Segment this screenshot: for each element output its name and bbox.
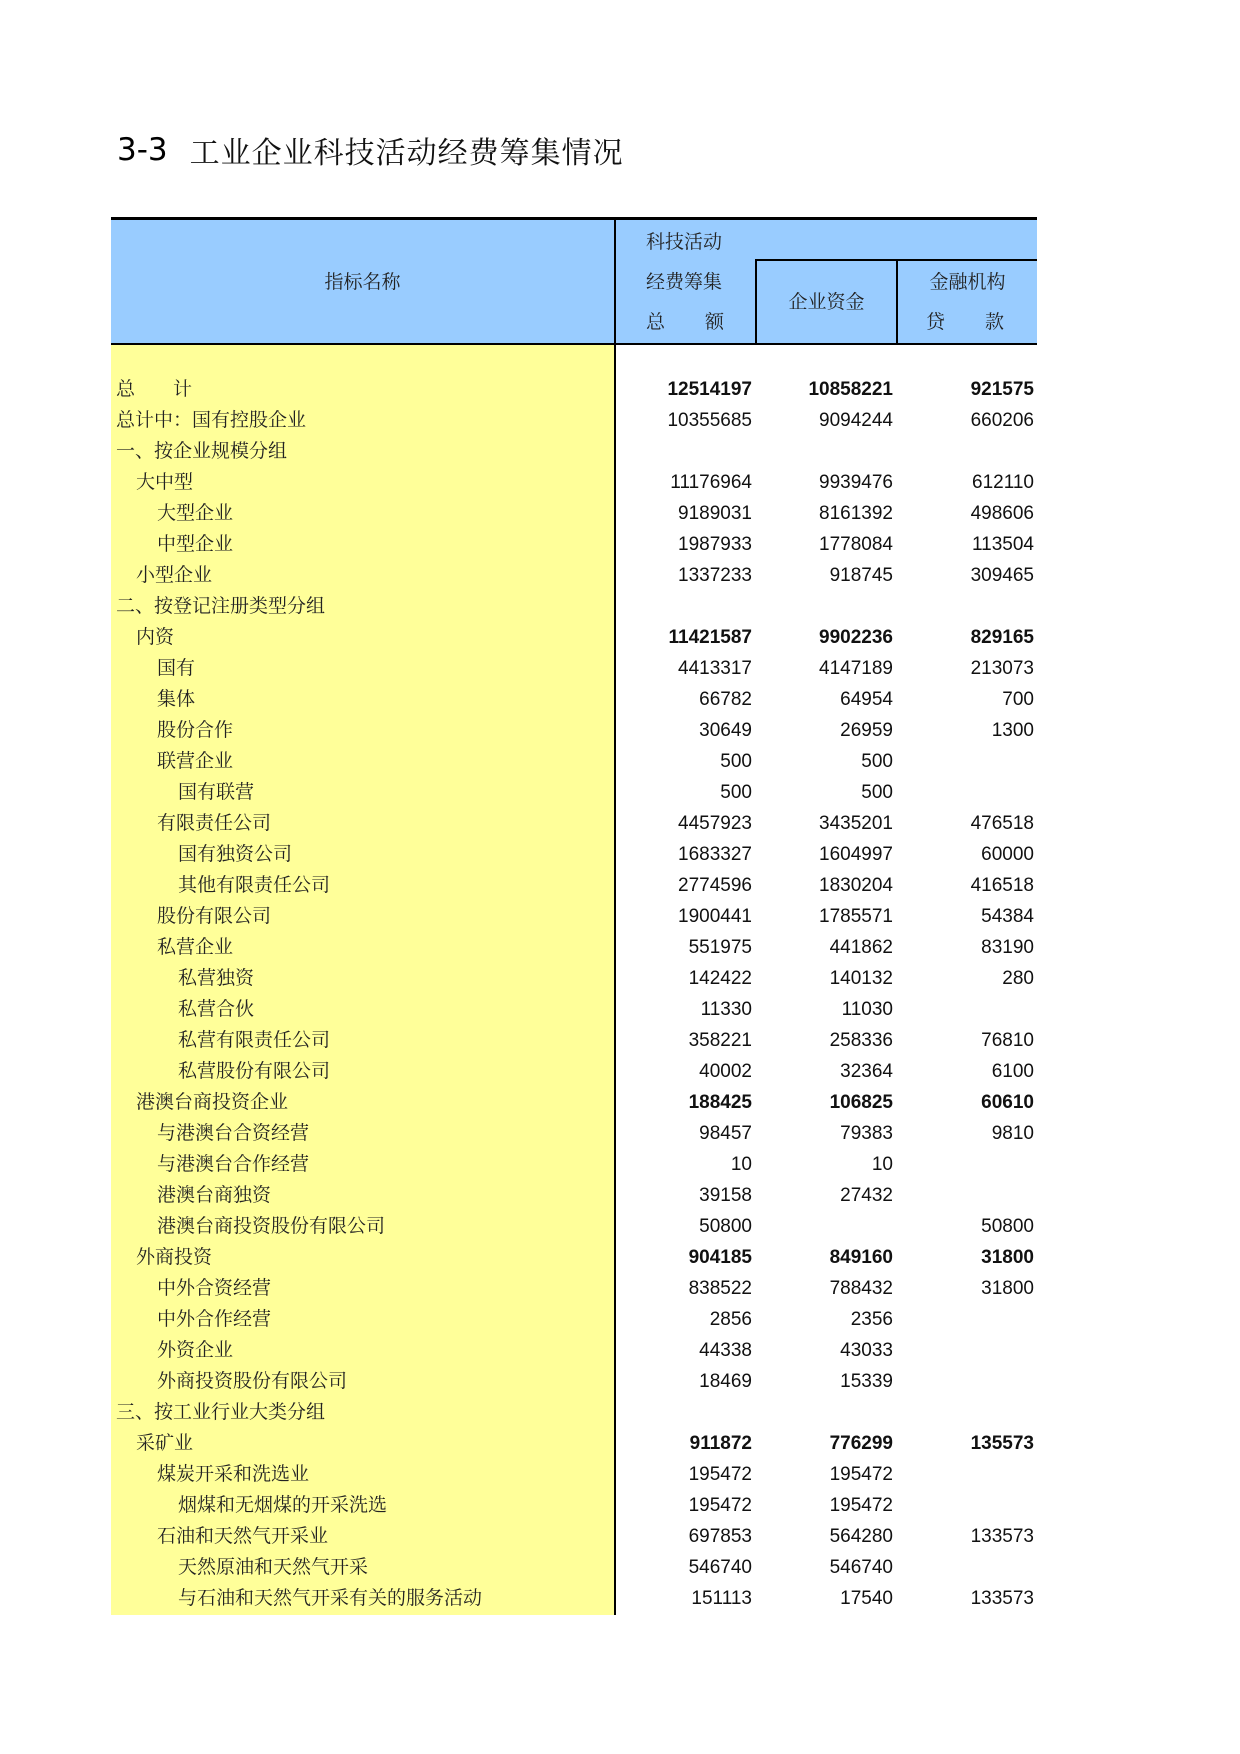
table-row — [111, 963, 1037, 994]
table-row — [111, 467, 1037, 498]
cell-enterprise-funds: 10858221 — [808, 379, 893, 400]
table-row — [111, 870, 1037, 901]
header-total-line1: 科技活动 — [646, 231, 723, 253]
cell-bank-loan: 660206 — [970, 410, 1034, 431]
cell-enterprise-funds: 43033 — [840, 1340, 893, 1361]
cell-enterprise-funds: 9939476 — [819, 472, 893, 493]
cell-total — [622, 436, 752, 467]
table-row — [111, 1552, 1037, 1583]
table-row — [111, 1211, 1037, 1242]
cell-bank-loan: 113504 — [972, 534, 1034, 555]
table-row — [111, 374, 1037, 405]
table-row — [111, 622, 1037, 653]
cell-total: 12514197 — [667, 379, 752, 400]
table-row — [111, 1149, 1037, 1180]
table-row — [111, 1428, 1037, 1459]
cell-total: 911872 — [689, 1433, 752, 1454]
cell-total: 546740 — [688, 1557, 752, 1578]
cell-bank-loan: 700 — [1002, 689, 1034, 710]
cell-bank-loan — [904, 1397, 1034, 1428]
cell-bank-loan — [904, 994, 1034, 1025]
row-label: 外资企业 — [157, 1339, 234, 1361]
cell-total: 358221 — [688, 1030, 752, 1051]
table-row — [111, 932, 1037, 963]
cell-bank-loan — [904, 1149, 1034, 1180]
table-row — [111, 1242, 1037, 1273]
table-row — [111, 1087, 1037, 1118]
cell-enterprise-funds: 195472 — [829, 1464, 893, 1485]
cell-enterprise-funds: 776299 — [829, 1433, 893, 1454]
cell-bank-loan: 135573 — [970, 1433, 1034, 1454]
cell-bank-loan — [904, 1335, 1034, 1366]
cell-bank-loan: 921575 — [970, 379, 1034, 400]
cell-bank-loan — [904, 1490, 1034, 1521]
cell-enterprise-funds: 500 — [861, 751, 893, 772]
cell-bank-loan: 612110 — [972, 472, 1034, 493]
cell-bank-loan: 133573 — [970, 1526, 1034, 1547]
cell-enterprise-funds: 500 — [861, 782, 893, 803]
row-label: 私营股份有限公司 — [178, 1060, 331, 1082]
cell-bank-loan — [904, 777, 1034, 808]
cell-bank-loan — [904, 746, 1034, 777]
cell-enterprise-funds: 79383 — [840, 1123, 893, 1144]
cell-enterprise-funds: 140132 — [829, 968, 893, 989]
cell-bank-loan: 476518 — [970, 813, 1034, 834]
row-label: 烟煤和无烟煤的开采洗选 — [178, 1494, 388, 1516]
table-row — [111, 1180, 1037, 1211]
cell-total: 697853 — [688, 1526, 752, 1547]
cell-total: 500 — [720, 751, 752, 772]
table-row — [111, 591, 1037, 622]
table-row — [111, 746, 1037, 777]
cell-enterprise-funds: 15339 — [840, 1371, 893, 1392]
cell-total: 11176964 — [670, 472, 752, 493]
cell-bank-loan: 6100 — [991, 1061, 1034, 1082]
cell-enterprise-funds — [763, 591, 893, 622]
header-bottom-border — [111, 343, 1037, 345]
cell-total: 39158 — [699, 1185, 752, 1206]
row-label: 小型企业 — [136, 564, 213, 586]
row-label: 其他有限责任公司 — [178, 874, 331, 896]
cell-bank-loan: 54384 — [981, 906, 1034, 927]
cell-enterprise-funds: 11030 — [841, 999, 893, 1020]
cell-enterprise-funds: 3435201 — [819, 813, 893, 834]
row-label: 一、按企业规模分组 — [116, 440, 288, 462]
header-loan-line2: 贷 款 — [926, 311, 1005, 333]
table-row — [111, 653, 1037, 684]
cell-enterprise-funds: 546740 — [829, 1557, 893, 1578]
cell-bank-loan: 50800 — [981, 1216, 1034, 1237]
cell-enterprise-funds: 788432 — [829, 1278, 893, 1299]
cell-total: 11421587 — [668, 627, 752, 648]
header-total-line3: 总 额 — [646, 311, 725, 333]
table-row — [111, 1490, 1037, 1521]
row-label: 煤炭开采和洗选业 — [157, 1463, 310, 1485]
cell-bank-loan: 213073 — [970, 658, 1034, 679]
cell-bank-loan: 309465 — [970, 565, 1034, 586]
row-label: 中外合作经营 — [157, 1308, 272, 1330]
cell-bank-loan: 133573 — [970, 1588, 1034, 1609]
cell-total: 904185 — [688, 1247, 752, 1268]
cell-bank-loan: 60610 — [981, 1092, 1034, 1113]
cell-total: 98457 — [699, 1123, 752, 1144]
cell-enterprise-funds: 27432 — [840, 1185, 893, 1206]
cell-total: 4457923 — [678, 813, 752, 834]
row-label: 与石油和天然气开采有关的服务活动 — [178, 1587, 483, 1609]
cell-enterprise-funds: 8161392 — [819, 503, 893, 524]
cell-enterprise-funds: 918745 — [829, 565, 893, 586]
row-label: 大型企业 — [157, 502, 234, 524]
cell-enterprise-funds: 26959 — [840, 720, 893, 741]
cell-total: 2856 — [709, 1309, 752, 1330]
cell-total: 40002 — [699, 1061, 752, 1082]
row-label: 外商投资 — [136, 1246, 213, 1268]
row-label: 三、按工业行业大类分组 — [116, 1401, 326, 1423]
table-row — [111, 1583, 1037, 1614]
cell-total: 10 — [730, 1154, 752, 1175]
row-label: 二、按登记注册类型分组 — [116, 595, 326, 617]
cell-enterprise-funds — [763, 1211, 893, 1242]
table-row — [111, 1304, 1037, 1335]
row-label: 有限责任公司 — [157, 812, 272, 834]
cell-bank-loan: 83190 — [981, 937, 1034, 958]
row-label: 港澳台商投资股份有限公司 — [157, 1215, 386, 1237]
cell-bank-loan — [904, 1304, 1034, 1335]
cell-total: 18469 — [699, 1371, 752, 1392]
page-title — [117, 128, 624, 172]
cell-enterprise-funds: 1778084 — [819, 534, 893, 555]
table-number: 3-3 — [117, 132, 168, 168]
table-row — [111, 1025, 1037, 1056]
table-row — [111, 1366, 1037, 1397]
row-label: 港澳台商投资企业 — [136, 1091, 289, 1113]
cell-total: 4413317 — [678, 658, 752, 679]
row-label: 外商投资股份有限公司 — [157, 1370, 348, 1392]
row-label: 天然原油和天然气开采 — [178, 1556, 369, 1578]
cell-enterprise-funds: 441862 — [829, 937, 893, 958]
row-label: 采矿业 — [136, 1432, 194, 1454]
row-label: 总计中：国有控股企业 — [116, 409, 307, 431]
row-label: 国有联营 — [178, 781, 255, 803]
table-row — [111, 436, 1037, 467]
cell-total: 1337233 — [678, 565, 752, 586]
cell-total: 10355685 — [667, 410, 752, 431]
row-label: 港澳台商独资 — [157, 1184, 272, 1206]
cell-bank-loan — [904, 1459, 1034, 1490]
cell-enterprise-funds: 195472 — [829, 1495, 893, 1516]
cell-total: 142422 — [688, 968, 752, 989]
table-row — [111, 777, 1037, 808]
cell-bank-loan — [904, 1552, 1034, 1583]
row-label: 与港澳台合资经营 — [157, 1122, 310, 1144]
cell-enterprise-funds — [763, 436, 893, 467]
row-label: 内资 — [136, 626, 175, 648]
cell-enterprise-funds: 9902236 — [819, 627, 893, 648]
cell-bank-loan: 76810 — [981, 1030, 1034, 1051]
table-title: 工业企业科技活动经费筹集情况 — [189, 136, 624, 171]
header-enterprise-funds: 企业资金 — [788, 291, 865, 313]
table-row — [111, 901, 1037, 932]
table-row — [111, 994, 1037, 1025]
cell-total — [622, 591, 752, 622]
cell-enterprise-funds: 106825 — [829, 1092, 893, 1113]
row-label: 国有 — [157, 657, 196, 679]
cell-enterprise-funds: 4147189 — [819, 658, 893, 679]
row-label: 大中型 — [136, 471, 194, 493]
header-loan-line1: 金融机构 — [929, 271, 1006, 293]
cell-total: 30649 — [699, 720, 752, 741]
cell-enterprise-funds: 1785571 — [819, 906, 893, 927]
table-row — [111, 808, 1037, 839]
row-label: 国有独资公司 — [178, 843, 293, 865]
row-label: 联营企业 — [157, 750, 234, 772]
table-row — [111, 1273, 1037, 1304]
cell-bank-loan: 31800 — [981, 1247, 1034, 1268]
cell-total — [622, 1397, 752, 1428]
cell-enterprise-funds: 32364 — [840, 1061, 893, 1082]
cell-enterprise-funds: 17540 — [840, 1588, 893, 1609]
table-body — [111, 374, 1037, 1614]
cell-total: 500 — [720, 782, 752, 803]
row-label: 股份有限公司 — [157, 905, 272, 927]
table-row — [111, 560, 1037, 591]
cell-total: 2774596 — [678, 875, 752, 896]
cell-enterprise-funds — [763, 1397, 893, 1428]
cell-total: 9189031 — [678, 503, 752, 524]
cell-total: 195472 — [688, 1495, 752, 1516]
cell-total: 11330 — [700, 999, 752, 1020]
cell-bank-loan: 60000 — [981, 844, 1034, 865]
table-row — [111, 1335, 1037, 1366]
cell-enterprise-funds: 1830204 — [819, 875, 893, 896]
cell-bank-loan: 31800 — [981, 1278, 1034, 1299]
cell-bank-loan — [904, 591, 1034, 622]
row-label: 与港澳台合作经营 — [157, 1153, 310, 1175]
cell-total: 151113 — [691, 1588, 752, 1609]
cell-total: 1987933 — [678, 534, 752, 555]
row-label: 总 计 — [116, 378, 193, 400]
cell-total: 195472 — [688, 1464, 752, 1485]
row-label: 私营合伙 — [178, 998, 255, 1020]
table-top-border — [111, 217, 1037, 220]
cell-bank-loan: 280 — [1002, 968, 1034, 989]
table-row — [111, 1397, 1037, 1428]
cell-bank-loan: 498606 — [970, 503, 1034, 524]
cell-total: 66782 — [699, 689, 752, 710]
cell-enterprise-funds: 2356 — [850, 1309, 893, 1330]
table-row — [111, 715, 1037, 746]
cell-total: 50800 — [699, 1216, 752, 1237]
cell-enterprise-funds: 258336 — [829, 1030, 893, 1051]
table-row — [111, 684, 1037, 715]
cell-bank-loan: 9810 — [991, 1123, 1034, 1144]
table-row — [111, 1459, 1037, 1490]
row-label: 私营独资 — [178, 967, 255, 989]
row-label: 石油和天然气开采业 — [157, 1525, 329, 1547]
row-label: 私营企业 — [157, 936, 234, 958]
table-row — [111, 1521, 1037, 1552]
cell-enterprise-funds: 564280 — [829, 1526, 893, 1547]
row-label: 私营有限责任公司 — [178, 1029, 331, 1051]
cell-enterprise-funds: 1604997 — [819, 844, 893, 865]
cell-total: 188425 — [688, 1092, 752, 1113]
table-row — [111, 1118, 1037, 1149]
cell-bank-loan — [904, 1180, 1034, 1211]
cell-enterprise-funds: 64954 — [840, 689, 893, 710]
cell-bank-loan — [904, 1366, 1034, 1397]
table-row — [111, 405, 1037, 436]
table-row — [111, 498, 1037, 529]
cell-total: 1900441 — [678, 906, 752, 927]
cell-bank-loan: 416518 — [970, 875, 1034, 896]
header-total-line2: 经费筹集 — [646, 271, 723, 293]
table-row — [111, 529, 1037, 560]
row-label: 股份合作 — [157, 719, 234, 741]
cell-bank-loan: 1300 — [991, 720, 1034, 741]
row-label: 中外合资经营 — [157, 1277, 272, 1299]
cell-bank-loan: 829165 — [970, 627, 1034, 648]
cell-enterprise-funds: 10 — [871, 1154, 893, 1175]
cell-total: 44338 — [699, 1340, 752, 1361]
cell-total: 551975 — [688, 937, 752, 958]
cell-enterprise-funds: 849160 — [829, 1247, 893, 1268]
row-label: 中型企业 — [157, 533, 234, 555]
header-indicator-name: 指标名称 — [324, 271, 401, 293]
table-row — [111, 839, 1037, 870]
cell-total: 838522 — [688, 1278, 752, 1299]
cell-bank-loan — [904, 436, 1034, 467]
table-row — [111, 1056, 1037, 1087]
row-label: 集体 — [157, 688, 196, 710]
cell-total: 1683327 — [678, 844, 752, 865]
cell-enterprise-funds: 9094244 — [819, 410, 893, 431]
